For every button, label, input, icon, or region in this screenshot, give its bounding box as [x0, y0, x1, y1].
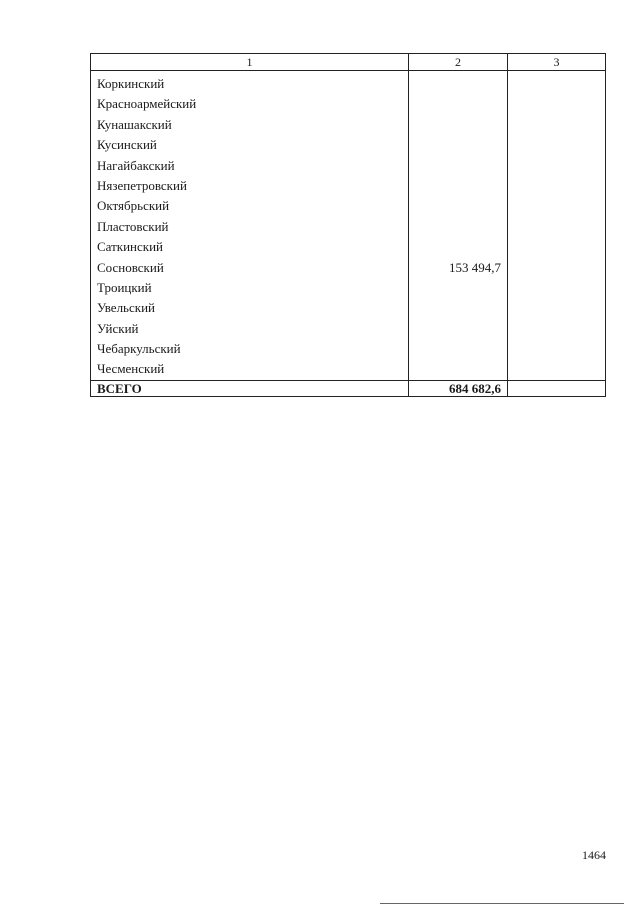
- footer-divider: [380, 903, 624, 904]
- district-name: Сосновский: [97, 259, 164, 275]
- district-name: Чесменский: [97, 361, 165, 377]
- table-header-row: [91, 54, 606, 71]
- district-list-cell: [91, 71, 409, 381]
- district-name: Кунашакский: [97, 116, 172, 132]
- district-name: Уйский: [97, 320, 139, 336]
- total-amount: 684 682,6: [409, 380, 508, 396]
- district-name: Троицкий: [97, 279, 152, 295]
- group-amount-cell: [409, 71, 508, 381]
- district-name: Нагайбакский: [97, 157, 175, 173]
- district-name: Коркинский: [97, 76, 165, 91]
- district-name: Чебаркульский: [97, 341, 181, 357]
- total-row: [91, 380, 606, 396]
- district-name: Увельский: [97, 300, 155, 316]
- district-name: Пластовский: [97, 218, 169, 234]
- district-name: Саткинский: [97, 239, 164, 255]
- column-header-2: 2: [409, 54, 508, 71]
- page-number: 1464: [582, 848, 606, 862]
- group-col3-cell: [508, 71, 606, 381]
- column-header-3: 3: [508, 54, 606, 71]
- total-label: ВСЕГО: [91, 380, 409, 396]
- column-header-1: 1: [91, 54, 409, 71]
- district-name: Красноармейский: [97, 96, 197, 112]
- district-name: Кусинский: [97, 137, 157, 153]
- budget-table: [90, 53, 606, 397]
- total-col3: [508, 380, 606, 396]
- group-amount: 153 494,7: [449, 260, 501, 275]
- district-name: Нязепетровский: [97, 177, 187, 193]
- district-name: Октябрьский: [97, 198, 170, 214]
- district-list: [91, 71, 408, 380]
- district-group-row: [91, 71, 606, 381]
